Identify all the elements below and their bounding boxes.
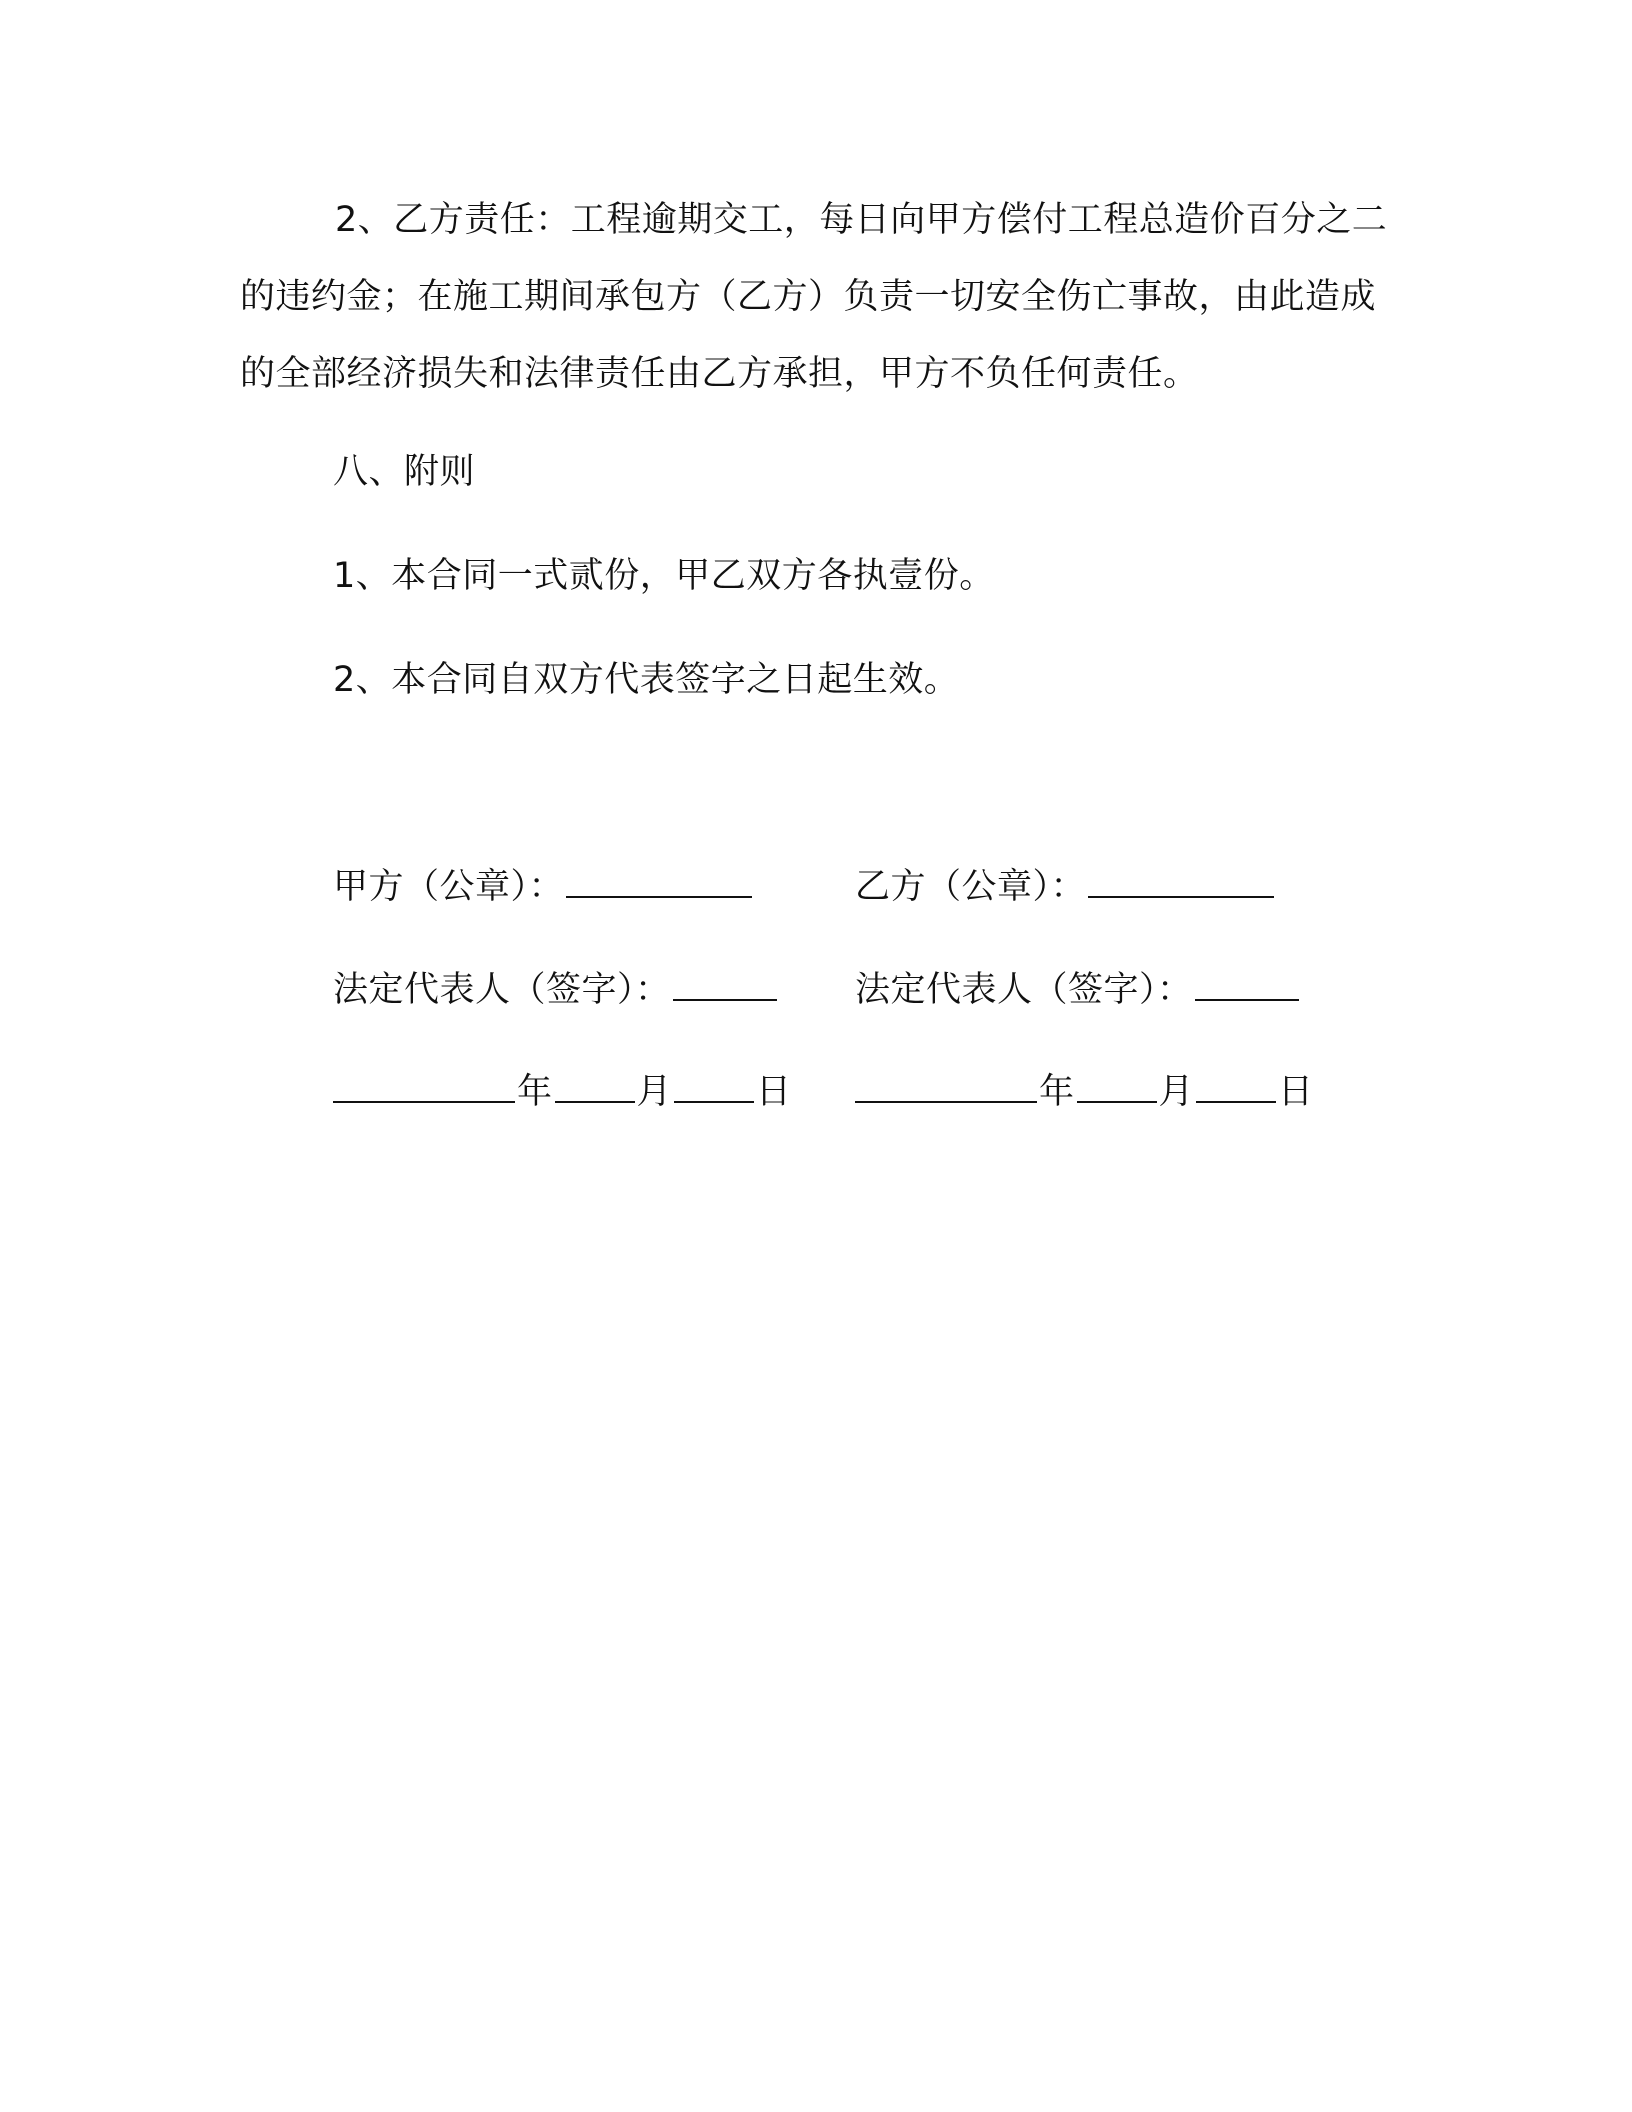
party-a-month-label: 月 — [636, 1072, 673, 1112]
party-a-month-blank[interactable] — [555, 1067, 635, 1103]
party-a-rep-label: 法定代表人（签字）： — [333, 970, 671, 1010]
party-a-day-label: 日 — [756, 1072, 792, 1112]
party-a-year-label: 年 — [517, 1072, 553, 1112]
clause-2: 2、本合同自双方代表签字之日起生效。 — [333, 660, 960, 700]
party-a-rep-blank[interactable] — [673, 965, 777, 1001]
party-b-rep-line — [855, 965, 1301, 1013]
party-b-seal-label: 乙方（公章）： — [855, 867, 1087, 907]
party-a-seal-label: 甲方（公章）： — [333, 867, 565, 907]
party-b-year-label: 年 — [1039, 1072, 1075, 1112]
party-a-seal-blank[interactable] — [566, 862, 752, 898]
party-b-month-label: 月 — [1158, 1072, 1195, 1112]
party-a-seal-line — [333, 862, 754, 910]
party-b-seal-line — [855, 862, 1276, 910]
party-a-date-line — [333, 1067, 792, 1115]
party-b-rep-blank[interactable] — [1195, 965, 1299, 1001]
party-b-year-blank[interactable] — [855, 1067, 1037, 1103]
party-b-seal-blank[interactable] — [1088, 862, 1274, 898]
liability-paragraph: 2、乙方责任：工程逾期交工，每日向甲方偿付工程总造价百分之二的违约金；在施工期间承包方（乙方）负责一切安全伤亡事故，由此造成的全部经济损失和法律责任由乙方承担，甲方不负任何责任。 — [240, 200, 1388, 394]
party-b-rep-label: 法定代表人（签字）： — [855, 970, 1193, 1010]
party-a-day-blank[interactable] — [674, 1067, 754, 1103]
section-heading: 八、附则 — [333, 452, 476, 492]
party-b-day-blank[interactable] — [1196, 1067, 1276, 1103]
party-a-year-blank[interactable] — [333, 1067, 515, 1103]
clause-1: 1、本合同一式贰份，甲乙双方各执壹份。 — [333, 556, 995, 596]
party-b-date-line — [855, 1067, 1314, 1115]
party-b-month-blank[interactable] — [1077, 1067, 1157, 1103]
party-a-rep-line — [333, 965, 779, 1013]
party-b-day-label: 日 — [1278, 1072, 1314, 1112]
